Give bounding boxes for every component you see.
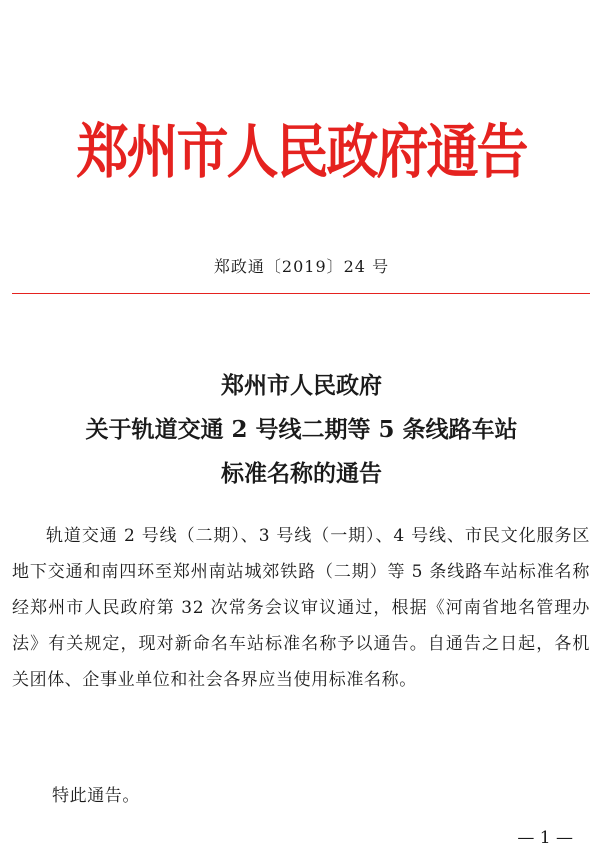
red-divider-line [12, 293, 590, 294]
page-number: — 1 — [517, 828, 573, 848]
document-number: 郑政通〔2019〕24 号 [213, 257, 390, 276]
closing-remark: 特此通告。 [52, 786, 140, 806]
notice-title-line-3: 标准名称的通告 [221, 460, 382, 487]
notice-title-line-1: 郑州市人民政府 [221, 372, 382, 399]
document-masthead: 郑州市人民政府通告 [76, 118, 527, 187]
body-paragraph: 轨道交通 2 号线（二期）、3 号线（一期）、4 号线、市民文化服务区地下交通和南四环至郑州南站城郊铁路（二期）等 5 条线路车站标准名称经郑州市人民政府第 32 次常务会议审议通过，根据《河南省地名管理办法》有关规定，现对新命名车站标准名称予以通告。自通告之日起，各机关团体、企事业单位和社会各界应当使用标准名称。 [12, 526, 590, 690]
notice-title [0, 364, 603, 496]
notice-title-line-2: 关于轨道交通 2 号线二期等 5 条线路车站 [85, 416, 518, 443]
